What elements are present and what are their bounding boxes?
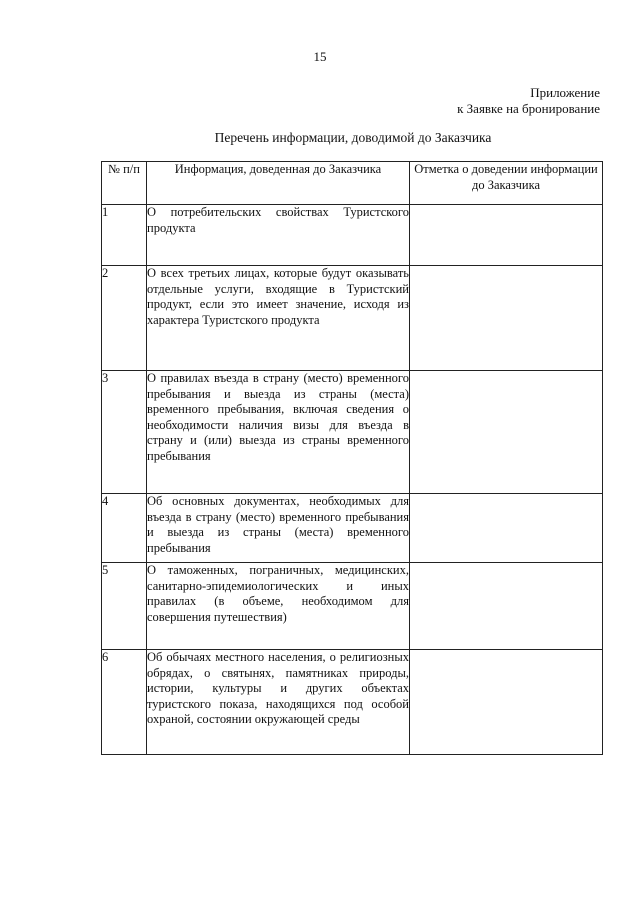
appendix-line-1: Приложение — [530, 85, 600, 100]
row-number: 4 — [102, 494, 147, 563]
table-row — [102, 266, 603, 371]
row-information: Об обычаях местного населения, о религиозных обрядах, о святынях, памятниках природы, истории, культуры и других объектах туристского показа, находящихся под особой охраной, состоянии окружающей среды — [147, 650, 410, 755]
document-title: Перечень информации, доводимой до Заказчика — [214, 130, 492, 145]
table-row — [102, 650, 603, 755]
row-information: О правилах въезда в страну (место) временного пребывания и выезда из страны (места) временного пребывания, включая сведения о необходимости наличия визы для въезда в страну и (или) выезда из страны временного пребывания — [147, 371, 410, 494]
row-mark-cell[interactable] — [410, 650, 603, 755]
row-mark-cell[interactable] — [410, 494, 603, 563]
row-information: О таможенных, пограничных, медицинских, санитарно-эпидемиологических и иных правилах (в объеме, необходимом для совершения путешествия) — [147, 563, 410, 650]
row-number: 1 — [102, 205, 147, 266]
information-table — [101, 161, 603, 755]
row-information: О потребительских свойствах Туристского продукта — [147, 205, 410, 266]
header-number: № п/п — [102, 162, 147, 205]
row-mark-cell[interactable] — [410, 371, 603, 494]
row-information: О всех третьих лицах, которые будут оказывать отдельные услуги, входящие в Туристский продукт, если это имеет значение, исходя из характера Туристского продукта — [147, 266, 410, 371]
table-row — [102, 371, 603, 494]
row-mark-cell[interactable] — [410, 205, 603, 266]
row-number: 3 — [102, 371, 147, 494]
row-information: Об основных документах, необходимых для въезда в страну (место) временного пребывания и выезда из страны (места) временного пребывания — [147, 494, 410, 563]
header-information: Информация, доведенная до Заказчика — [147, 162, 410, 205]
row-mark-cell[interactable] — [410, 563, 603, 650]
table-row — [102, 205, 603, 266]
table-header-row — [102, 162, 603, 205]
table-row — [102, 494, 603, 563]
row-number: 2 — [102, 266, 147, 371]
page-number: 15 — [313, 49, 327, 64]
appendix-header — [457, 85, 600, 117]
appendix-line-2: к Заявке на бронирование — [457, 101, 600, 116]
row-mark-cell[interactable] — [410, 266, 603, 371]
header-mark: Отметка о доведении информации до Заказчика — [410, 162, 603, 205]
row-number: 6 — [102, 650, 147, 755]
row-number: 5 — [102, 563, 147, 650]
table-row — [102, 563, 603, 650]
